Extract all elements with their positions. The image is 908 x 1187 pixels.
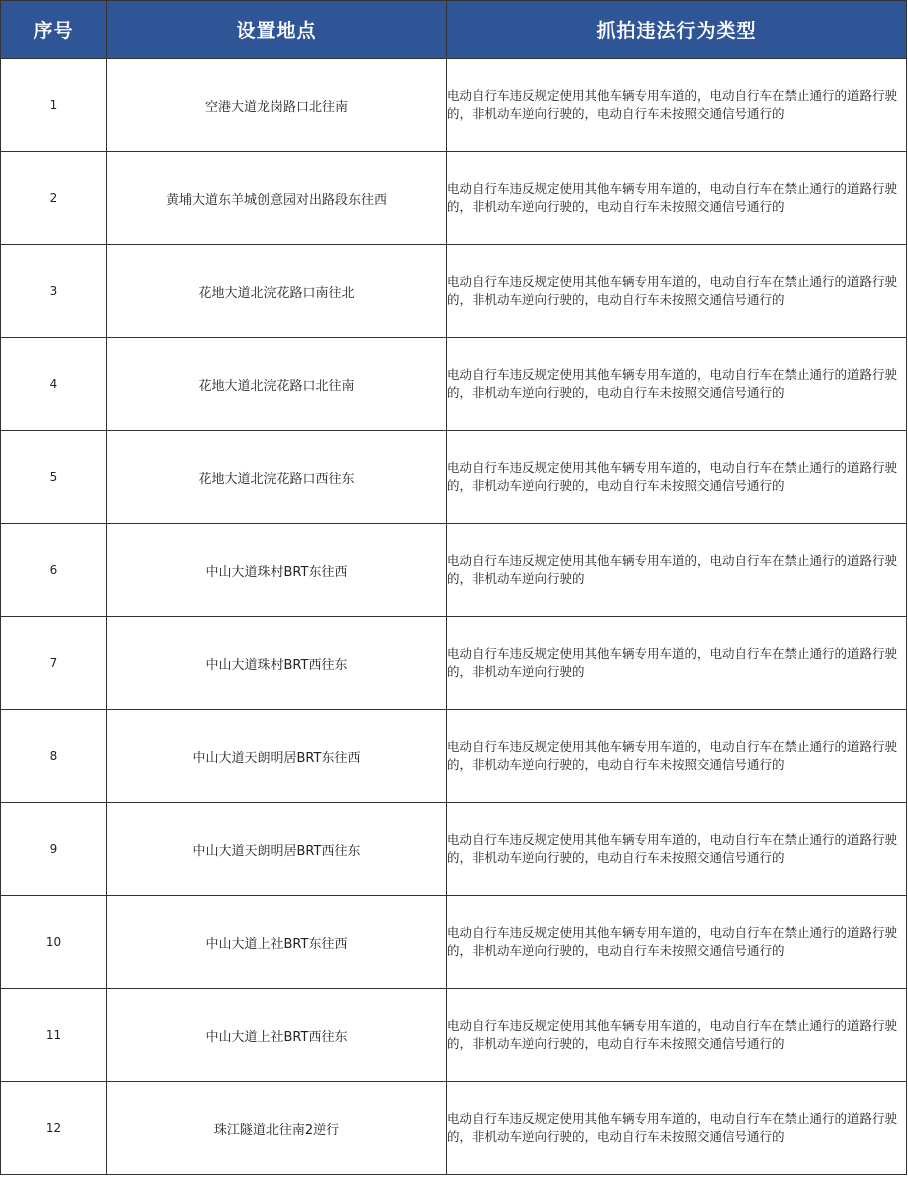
table-header bbox=[1, 1, 907, 59]
header-index: 序号 bbox=[1, 1, 107, 59]
row-index: 6 bbox=[1, 524, 107, 617]
row-index: 2 bbox=[1, 152, 107, 245]
row-location: 中山大道天朗明居BRT东往西 bbox=[107, 710, 447, 803]
row-violation-type: 电动自行车违反规定使用其他车辆专用车道的，电动自行车在禁止通行的道路行驶的，非机动车逆向行驶的，电动自行车未按照交通信号通行的 bbox=[447, 1082, 907, 1175]
row-violation-type: 电动自行车违反规定使用其他车辆专用车道的，电动自行车在禁止通行的道路行驶的，非机动车逆向行驶的，电动自行车未按照交通信号通行的 bbox=[447, 710, 907, 803]
table-row bbox=[1, 245, 907, 338]
row-violation-type: 电动自行车违反规定使用其他车辆专用车道的，电动自行车在禁止通行的道路行驶的，非机动车逆向行驶的，电动自行车未按照交通信号通行的 bbox=[447, 152, 907, 245]
row-violation-type: 电动自行车违反规定使用其他车辆专用车道的，电动自行车在禁止通行的道路行驶的，非机动车逆向行驶的，电动自行车未按照交通信号通行的 bbox=[447, 245, 907, 338]
header-row bbox=[1, 1, 907, 59]
row-location: 花地大道北浣花路口北往南 bbox=[107, 338, 447, 431]
table-row bbox=[1, 989, 907, 1082]
table-body bbox=[1, 59, 907, 1175]
table-row bbox=[1, 803, 907, 896]
row-location: 黄埔大道东羊城创意园对出路段东往西 bbox=[107, 152, 447, 245]
row-index: 3 bbox=[1, 245, 107, 338]
row-violation-type: 电动自行车违反规定使用其他车辆专用车道的，电动自行车在禁止通行的道路行驶的，非机动车逆向行驶的，电动自行车未按照交通信号通行的 bbox=[447, 59, 907, 152]
row-violation-type: 电动自行车违反规定使用其他车辆专用车道的，电动自行车在禁止通行的道路行驶的，非机动车逆向行驶的，电动自行车未按照交通信号通行的 bbox=[447, 338, 907, 431]
row-location: 空港大道龙岗路口北往南 bbox=[107, 59, 447, 152]
row-violation-type: 电动自行车违反规定使用其他车辆专用车道的，电动自行车在禁止通行的道路行驶的，非机动车逆向行驶的 bbox=[447, 617, 907, 710]
row-index: 1 bbox=[1, 59, 107, 152]
table-row bbox=[1, 1082, 907, 1175]
row-index: 11 bbox=[1, 989, 107, 1082]
row-location: 花地大道北浣花路口南往北 bbox=[107, 245, 447, 338]
table-row bbox=[1, 710, 907, 803]
table-row bbox=[1, 896, 907, 989]
row-index: 8 bbox=[1, 710, 107, 803]
row-index: 5 bbox=[1, 431, 107, 524]
row-location: 珠江隧道北往南2逆行 bbox=[107, 1082, 447, 1175]
row-location: 花地大道北浣花路口西往东 bbox=[107, 431, 447, 524]
row-violation-type: 电动自行车违反规定使用其他车辆专用车道的，电动自行车在禁止通行的道路行驶的，非机动车逆向行驶的，电动自行车未按照交通信号通行的 bbox=[447, 896, 907, 989]
row-location: 中山大道珠村BRT东往西 bbox=[107, 524, 447, 617]
row-violation-type: 电动自行车违反规定使用其他车辆专用车道的，电动自行车在禁止通行的道路行驶的，非机动车逆向行驶的，电动自行车未按照交通信号通行的 bbox=[447, 989, 907, 1082]
row-location: 中山大道天朗明居BRT西往东 bbox=[107, 803, 447, 896]
row-index: 4 bbox=[1, 338, 107, 431]
table-row bbox=[1, 431, 907, 524]
row-violation-type: 电动自行车违反规定使用其他车辆专用车道的，电动自行车在禁止通行的道路行驶的，非机动车逆向行驶的 bbox=[447, 524, 907, 617]
table-row bbox=[1, 524, 907, 617]
row-location: 中山大道上社BRT西往东 bbox=[107, 989, 447, 1082]
row-violation-type: 电动自行车违反规定使用其他车辆专用车道的，电动自行车在禁止通行的道路行驶的，非机动车逆向行驶的，电动自行车未按照交通信号通行的 bbox=[447, 431, 907, 524]
table-row bbox=[1, 617, 907, 710]
row-violation-type: 电动自行车违反规定使用其他车辆专用车道的，电动自行车在禁止通行的道路行驶的，非机动车逆向行驶的，电动自行车未按照交通信号通行的 bbox=[447, 803, 907, 896]
table-row bbox=[1, 59, 907, 152]
row-index: 9 bbox=[1, 803, 107, 896]
row-index: 12 bbox=[1, 1082, 107, 1175]
row-index: 7 bbox=[1, 617, 107, 710]
row-index: 10 bbox=[1, 896, 107, 989]
table-row bbox=[1, 152, 907, 245]
header-location: 设置地点 bbox=[107, 1, 447, 59]
row-location: 中山大道珠村BRT西往东 bbox=[107, 617, 447, 710]
table-row bbox=[1, 338, 907, 431]
row-location: 中山大道上社BRT东往西 bbox=[107, 896, 447, 989]
header-violation-type: 抓拍违法行为类型 bbox=[447, 1, 907, 59]
